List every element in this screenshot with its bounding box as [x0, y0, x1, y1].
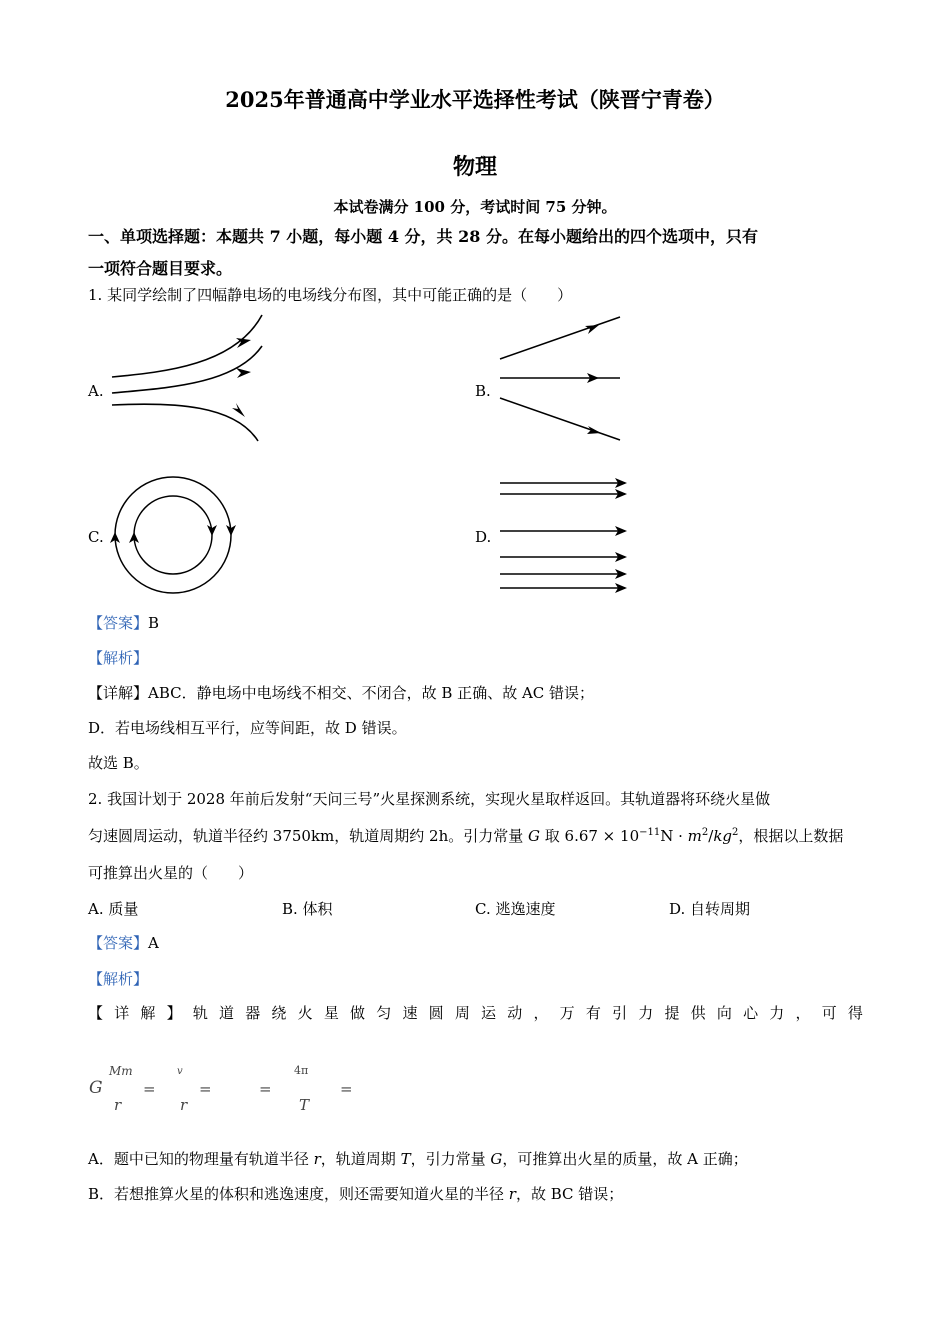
- char: 向: [716, 1004, 732, 1022]
- exponent: 2: [732, 827, 739, 838]
- q2-analysis-label: 【解析】: [88, 970, 149, 988]
- exam-title: 2025年普通高中学业水平选择性考试（陕晋宁青卷）: [225, 87, 725, 112]
- char: 引: [612, 1004, 628, 1022]
- exam-info: 本试卷满分 100 分，考试时间 75 分钟。: [333, 198, 617, 216]
- arrowhead: [232, 403, 245, 417]
- q1-stem: 1. 某同学绘制了四幅静电场的电场线分布图，其中可能正确的是（ ）: [88, 286, 573, 304]
- text: ，可推算出火星的质量，故 A 正确；: [502, 1150, 748, 1168]
- text: 匀速圆周运动，轨道半径约 3750km，轨道周期约 2h。引力常量: [88, 827, 528, 845]
- symbol-G: G: [490, 1150, 503, 1168]
- unit-kg: kg: [713, 827, 733, 845]
- text: B．若想推算火星的体积和逃逸速度，则还需要知道火星的半径: [88, 1185, 509, 1203]
- field-line-inner: [134, 496, 212, 574]
- char: 详: [114, 1004, 130, 1022]
- answer-value: B: [148, 614, 160, 632]
- q2-answer: [88, 932, 159, 953]
- answer-label: 【答案】: [88, 934, 149, 952]
- field-line: [500, 317, 620, 359]
- text: 取 6.67 × 10: [539, 827, 640, 845]
- q2-option-b: B. 体积: [282, 900, 333, 918]
- q1-figure-a: [105, 310, 275, 450]
- q1-figure-c: [105, 470, 245, 600]
- char: 力: [638, 1004, 654, 1022]
- char: 【: [88, 1004, 104, 1022]
- formula-equals: =: [259, 1080, 272, 1098]
- q1-detail: [88, 682, 594, 703]
- text: ，引力常量: [410, 1150, 491, 1168]
- q2-explanation-b: [88, 1183, 623, 1204]
- char: 周: [454, 1004, 470, 1022]
- q2-option-c: C. 逃逸速度: [475, 900, 556, 918]
- q1-option-a-label: A.: [88, 382, 104, 400]
- text: ，根据以上数据: [738, 827, 844, 845]
- char: 提: [664, 1004, 680, 1022]
- arrowhead: [585, 325, 599, 334]
- subject-title: 物理: [452, 154, 497, 180]
- q1-analysis-label: 【解析】: [88, 649, 149, 667]
- answer-label: 【答案】: [88, 614, 149, 632]
- symbol-T: T: [400, 1150, 411, 1168]
- q1-option-c-label: C.: [88, 528, 104, 546]
- section-heading-line1: 一、单项选择题：本题共 7 小题，每小题 4 分，共 28 分。在每小题给出的四个选项中，只有: [88, 227, 758, 246]
- char: 器: [245, 1004, 261, 1022]
- char: 轨: [192, 1004, 208, 1022]
- formula-denominator: r: [180, 1096, 188, 1114]
- char: 力: [769, 1004, 785, 1022]
- q1-figure-d: [495, 475, 630, 595]
- field-line-outer: [115, 477, 231, 593]
- q1-detail-line2: D．若电场线相互平行，应等间距，故 D 错误。: [88, 719, 407, 737]
- formula-denominator: r: [114, 1096, 122, 1114]
- text: ，轨道周期: [320, 1150, 401, 1168]
- char: 解: [140, 1004, 156, 1022]
- formula-T: T: [299, 1096, 310, 1114]
- exponent: −11: [639, 827, 661, 838]
- arrowhead: [587, 426, 601, 434]
- unit-m: m: [687, 827, 702, 845]
- q2-detail-line: [88, 1002, 863, 1023]
- char: 有: [585, 1004, 601, 1022]
- char: 匀: [376, 1004, 392, 1022]
- answer-value: A: [148, 934, 159, 952]
- detail-text: ABC．静电场中电场线不相交、不闭合，故 B 正确、故 AC 错误；: [148, 684, 595, 702]
- char: 可: [821, 1004, 837, 1022]
- text: N ·: [660, 827, 688, 845]
- formula-G: G: [89, 1078, 103, 1098]
- char: 圆: [428, 1004, 444, 1022]
- char: 绕: [271, 1004, 287, 1022]
- formula-equals: =: [340, 1080, 353, 1098]
- q1-option-d-label: D.: [475, 528, 492, 546]
- q1-figure-b: [495, 312, 625, 447]
- symbol-r: r: [313, 1150, 321, 1168]
- char: 供: [690, 1004, 706, 1022]
- char: 速: [402, 1004, 418, 1022]
- formula-v: v: [177, 1066, 183, 1077]
- char: 心: [743, 1004, 759, 1022]
- exponent: 2: [701, 827, 709, 838]
- char: ，: [533, 1004, 549, 1022]
- char: 】: [166, 1004, 182, 1022]
- symbol-G: G: [528, 827, 540, 845]
- char: ，: [795, 1004, 811, 1022]
- q1-answer: [88, 612, 159, 633]
- text: A．题中已知的物理量有轨道半径: [88, 1150, 314, 1168]
- formula-equals: =: [199, 1080, 212, 1098]
- char: 道: [219, 1004, 235, 1022]
- q2-explanation-a: [88, 1148, 748, 1169]
- detail-label: 【详解】: [88, 684, 149, 702]
- char: 得: [847, 1004, 863, 1022]
- char: 动: [507, 1004, 523, 1022]
- q2-stem-line2: [88, 825, 843, 846]
- symbol-r: r: [508, 1185, 516, 1203]
- arrowhead: [207, 525, 217, 536]
- formula-numerator: Mm: [109, 1064, 133, 1078]
- char: 做: [350, 1004, 366, 1022]
- char: 运: [481, 1004, 497, 1022]
- text: /: [708, 827, 714, 845]
- q1-conclusion: 故选 B。: [88, 754, 149, 772]
- field-line: [500, 398, 620, 440]
- q1-option-b-label: B.: [475, 382, 491, 400]
- q2-stem-line3: 可推算出火星的（ ）: [88, 864, 254, 882]
- q2-stem-line1: 2. 我国计划于 2028 年前后发射“天问三号”火星探测系统，实现火星取样返回。其轨道器将环绕火星做: [88, 790, 771, 808]
- formula-equals: =: [143, 1080, 156, 1098]
- arrowhead: [236, 368, 251, 378]
- section-heading-line2: 一项符合题目要求。: [88, 259, 233, 278]
- char: 万: [559, 1004, 575, 1022]
- formula-4pi: 4π: [294, 1064, 309, 1077]
- char: 火: [297, 1004, 313, 1022]
- text: ，故 BC 错误；: [515, 1185, 624, 1203]
- q2-option-a: A. 质量: [88, 900, 139, 918]
- q2-option-d: D. 自转周期: [669, 900, 751, 918]
- char: 星: [323, 1004, 339, 1022]
